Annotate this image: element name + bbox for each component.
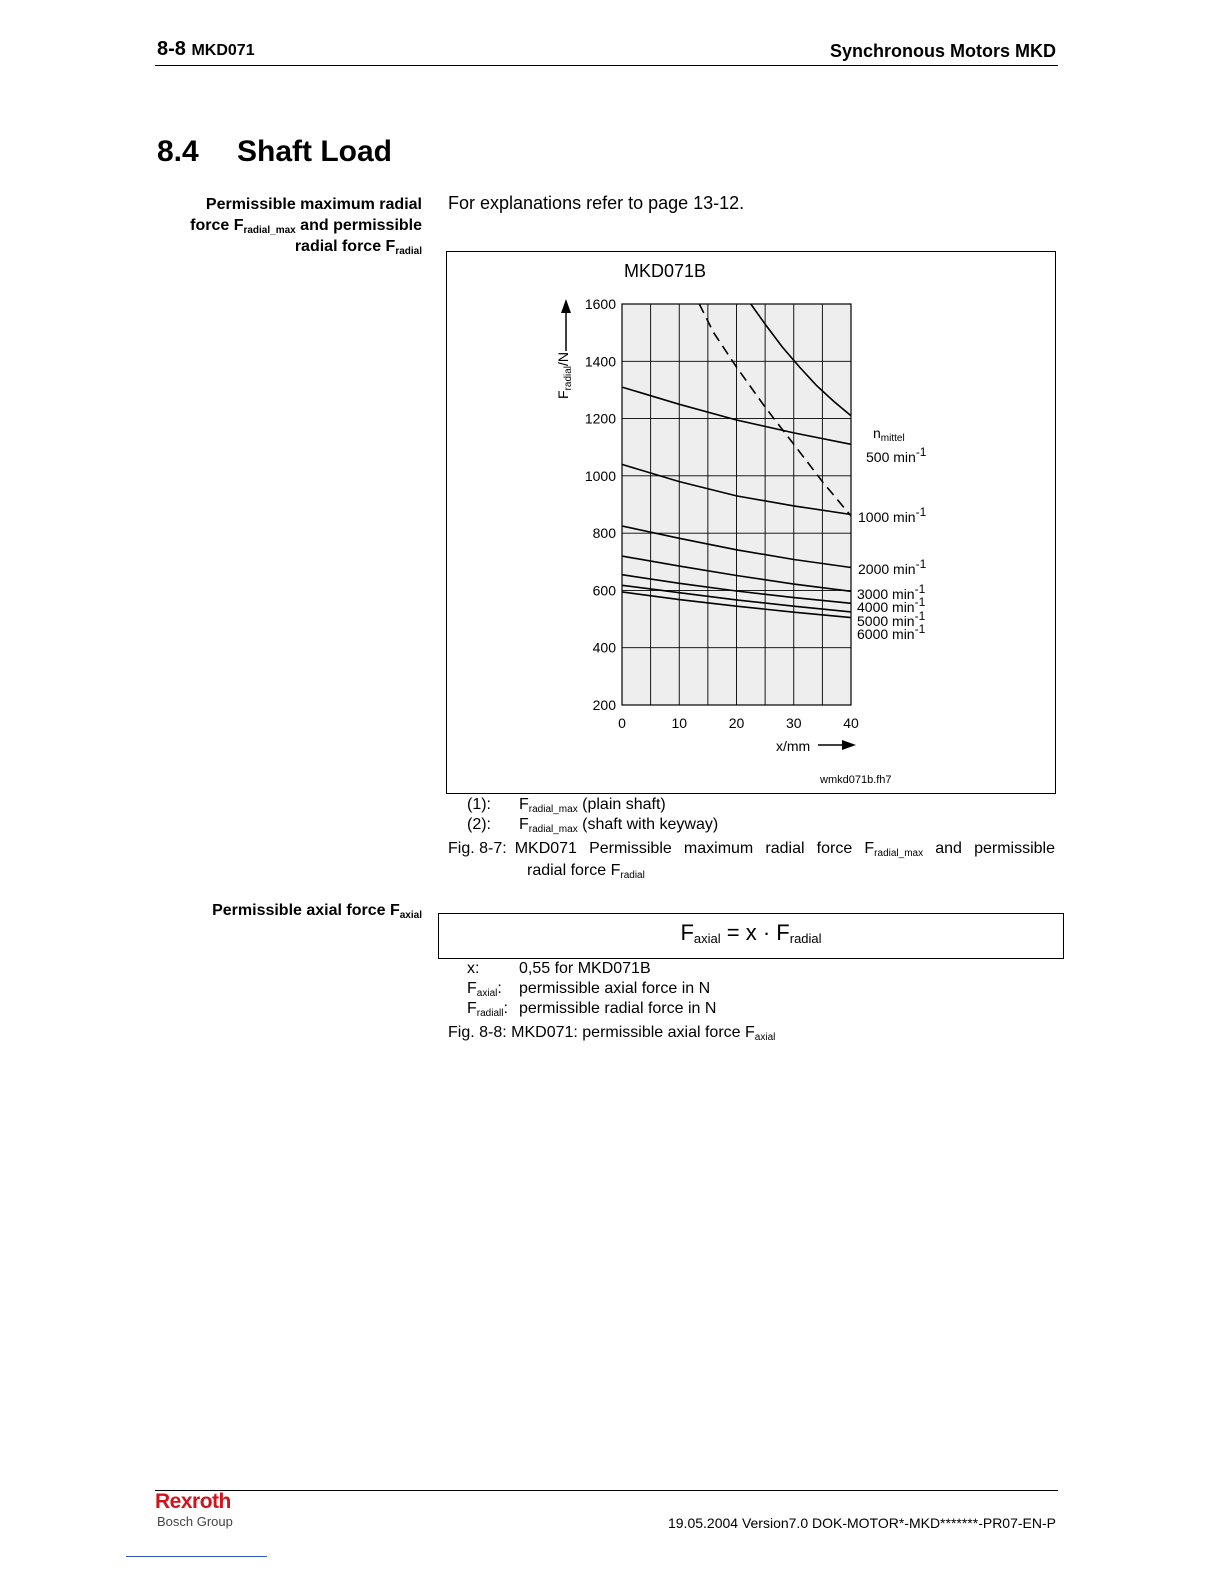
rexroth-logo: Rexroth bbox=[155, 1490, 231, 1513]
header-rule bbox=[155, 65, 1058, 66]
series-label: 500 min-1 bbox=[866, 445, 927, 465]
y-tick-label: 1600 bbox=[584, 296, 616, 312]
y-axis-label bbox=[555, 352, 574, 399]
section-title-text: Shaft Load bbox=[237, 135, 392, 168]
header-model: MKD071 bbox=[191, 42, 255, 59]
radial-label-line1: Permissible maximum radial bbox=[205, 196, 422, 213]
y-tick-label: 400 bbox=[592, 639, 616, 656]
x-axis-label: x/mm bbox=[776, 738, 811, 754]
page-number-heading bbox=[157, 38, 255, 61]
y-tick-label: 1200 bbox=[584, 410, 616, 427]
footer-doc-info: 19.05.2004 Version7.0 DOK-MOTOR*-MKD*******-PR07-EN-P bbox=[667, 1515, 1056, 1531]
x-tick-label: 0 bbox=[618, 715, 626, 731]
radial-label-line3: radial force $F_{radial}$ bbox=[294, 238, 422, 257]
definition-x: x: 0,55 for MKD071B bbox=[467, 960, 651, 977]
series-label: 3000 min-1 bbox=[857, 582, 926, 602]
page-number: 8-8 bbox=[157, 38, 186, 60]
series-label: 6000 min-1 bbox=[857, 622, 926, 642]
y-tick-label: 1000 bbox=[584, 467, 616, 484]
radial-label-line2: force $F_{radial\_max}$ and permissible bbox=[190, 217, 422, 236]
y-tick-label: 200 bbox=[592, 697, 616, 713]
chart-title: MKD071B bbox=[624, 261, 707, 281]
series-label: 4000 min-1 bbox=[857, 595, 926, 615]
x-tick-label: 30 bbox=[785, 715, 802, 731]
axial-formula: $F_{axial} = x \cdot F_{radial}$ bbox=[680, 920, 822, 946]
svg-text:Fradial/N: $F_{radial}/N$ bbox=[555, 351, 574, 399]
chart-file-ref: wmkd071b.fh7 bbox=[820, 774, 892, 786]
series-label: 5000 min-1 bbox=[857, 609, 926, 629]
radial-intro-text: For explanations refer to page 13-12. bbox=[448, 193, 745, 213]
x-tick-label: 40 bbox=[843, 715, 859, 731]
x-axis-arrowhead bbox=[842, 740, 856, 750]
x-tick-label: 10 bbox=[671, 715, 688, 731]
y-tick-label: 800 bbox=[592, 525, 616, 542]
x-tick-label: 20 bbox=[728, 715, 745, 731]
series-label: 2000 min-1 bbox=[858, 557, 927, 577]
y-tick-label: 1400 bbox=[584, 353, 616, 370]
section-number: 8.4 bbox=[157, 135, 199, 168]
fig-8-7-caption: Fig. 8-7: MKD071 Permissible maximum radial force $F_{radial\_max}$ and permissible radial force $F_{radial}$ bbox=[448, 840, 1055, 881]
legend-item-2: (2): $F_{radial\_max}$ (shaft with keyway) bbox=[467, 816, 719, 835]
section-title bbox=[157, 135, 392, 169]
header-doc-title: Synchronous Motors MKD bbox=[829, 41, 1056, 61]
footer-rule bbox=[155, 1490, 1058, 1491]
definition-f-axial: $F_{axial}$: permissible axial force in N bbox=[467, 980, 711, 999]
shaft-load-chart bbox=[446, 251, 1056, 794]
legend-item-1: (1): $F_{radial\_max}$ (plain shaft) bbox=[467, 796, 666, 815]
chart-series-labels bbox=[857, 445, 927, 642]
y-tick-label: 600 bbox=[592, 582, 616, 599]
speed-header: $n_{mittel}$ bbox=[873, 425, 905, 444]
definition-f-radial: $F_{radiall}$: permissible radial force in N bbox=[467, 1000, 717, 1019]
axial-side-label: Permissible axial force $F_{axial}$ bbox=[212, 902, 422, 921]
y-axis-arrowhead bbox=[561, 299, 571, 313]
fig-8-8-caption: Fig. 8-8: MKD071: permissible axial force $F_{axial}$ bbox=[448, 1024, 776, 1043]
radial-side-label bbox=[190, 194, 422, 257]
link-underline[interactable] bbox=[126, 1556, 267, 1557]
bosch-group-text: Bosch Group bbox=[157, 1514, 233, 1529]
series-label: 1000 min-1 bbox=[858, 505, 927, 525]
